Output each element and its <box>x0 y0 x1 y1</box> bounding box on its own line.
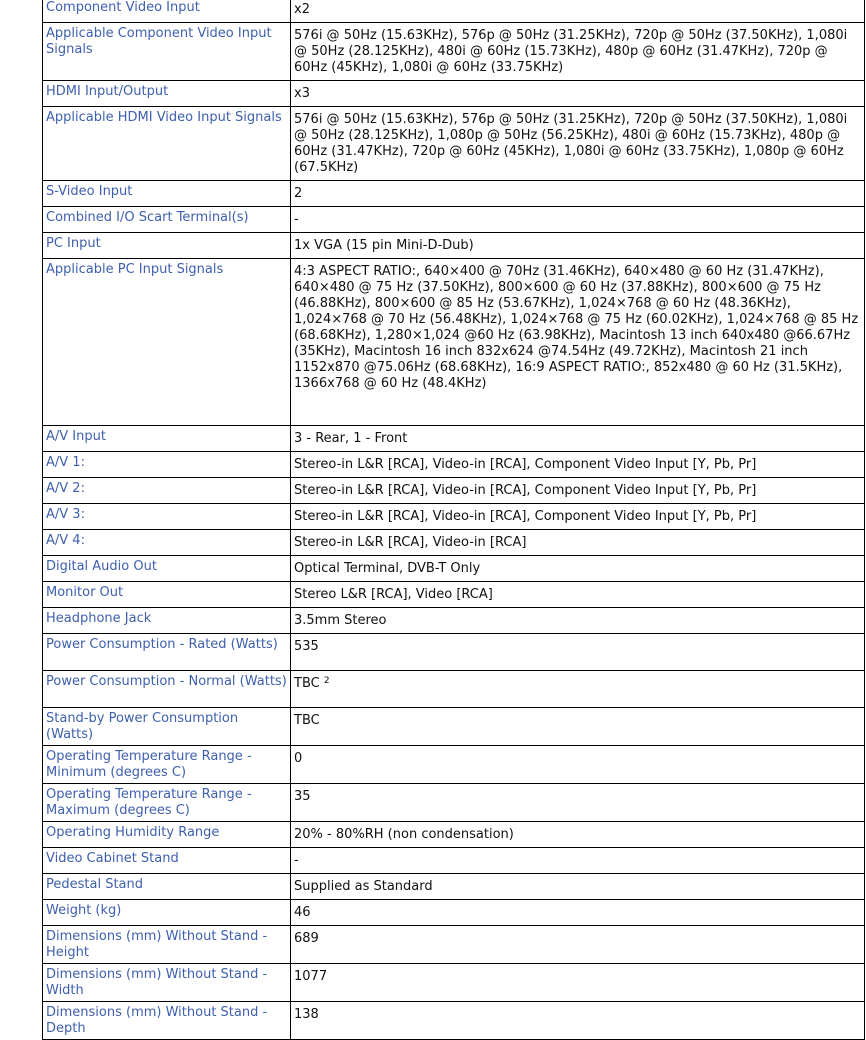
table-row <box>43 23 865 81</box>
spec-value-text: 535 <box>294 639 319 654</box>
spec-label: S-Video Input <box>43 181 291 207</box>
spec-label: Digital Audio Out <box>43 556 291 582</box>
footnote-marker: 2 <box>323 676 330 686</box>
spec-value-text: Stereo-in L&R [RCA], Video-in [RCA], Component Video Input [Y, Pb, Pr] <box>294 509 757 524</box>
table-row <box>43 478 865 504</box>
table-row <box>43 107 865 181</box>
spec-value <box>291 582 865 608</box>
spec-label: Dimensions (mm) Without Stand - Width <box>43 964 291 1002</box>
spec-label: Component Video Input <box>43 0 291 23</box>
table-row <box>43 0 865 23</box>
spec-value <box>291 874 865 900</box>
table-row <box>43 1002 865 1040</box>
table-row <box>43 207 865 233</box>
table-row <box>43 926 865 964</box>
spec-value-text: Optical Terminal, DVB-T Only <box>294 561 481 576</box>
spec-value <box>291 181 865 207</box>
table-row <box>43 634 865 671</box>
spec-value <box>291 478 865 504</box>
spec-label: PC Input <box>43 233 291 259</box>
table-row <box>43 530 865 556</box>
spec-value <box>291 0 865 23</box>
spec-label: A/V Input <box>43 426 291 452</box>
spec-value <box>291 530 865 556</box>
table-row <box>43 708 865 746</box>
spec-label: Stand-by Power Consumption (Watts) <box>43 708 291 746</box>
spec-value <box>291 746 865 784</box>
spec-label: Combined I/O Scart Terminal(s) <box>43 207 291 233</box>
table-row <box>43 259 865 426</box>
spec-value-main: TBC <box>294 676 320 691</box>
spec-value-text: 2 <box>294 186 303 201</box>
table-row <box>43 964 865 1002</box>
spec-label: A/V 4: <box>43 530 291 556</box>
table-row <box>43 504 865 530</box>
table-row <box>43 181 865 207</box>
spec-label: A/V 1: <box>43 452 291 478</box>
table-row <box>43 900 865 926</box>
spec-value-text <box>294 674 861 692</box>
spec-label: A/V 3: <box>43 504 291 530</box>
spec-label: Applicable PC Input Signals <box>43 259 291 426</box>
spec-value <box>291 556 865 582</box>
spec-value-text: Supplied as Standard <box>294 879 433 894</box>
spec-label: Headphone Jack <box>43 608 291 634</box>
spec-value-text: - <box>294 853 299 868</box>
spec-value <box>291 671 865 708</box>
spec-value-text: Stereo-in L&R [RCA], Video-in [RCA] <box>294 535 527 550</box>
spec-value-text: 1077 <box>294 969 328 984</box>
table-row <box>43 671 865 708</box>
spec-label: Applicable HDMI Video Input Signals <box>43 107 291 181</box>
spec-value <box>291 822 865 848</box>
spec-value-text: - <box>294 212 299 227</box>
spec-value <box>291 848 865 874</box>
table-row <box>43 81 865 107</box>
spec-label: Dimensions (mm) Without Stand - Depth <box>43 1002 291 1040</box>
spec-value <box>291 708 865 746</box>
table-row <box>43 426 865 452</box>
spec-value-text: 35 <box>294 789 311 804</box>
spec-value-text: 3 - Rear, 1 - Front <box>294 431 408 446</box>
spec-label: Power Consumption - Normal (Watts) <box>43 671 291 708</box>
table-row <box>43 582 865 608</box>
spec-value-text: x2 <box>294 2 310 17</box>
spec-label: Video Cabinet Stand <box>43 848 291 874</box>
spec-value <box>291 784 865 822</box>
spec-label: Pedestal Stand <box>43 874 291 900</box>
table-row <box>43 822 865 848</box>
spec-label: Applicable Component Video Input Signals <box>43 23 291 81</box>
spec-value-text: 0 <box>294 751 303 766</box>
spec-label: A/V 2: <box>43 478 291 504</box>
spec-label: Power Consumption - Rated (Watts) <box>43 634 291 671</box>
spec-value-text: TBC <box>294 713 320 728</box>
spec-label: Operating Temperature Range - Maximum (degrees C) <box>43 784 291 822</box>
spec-value-text: Stereo-in L&R [RCA], Video-in [RCA], Component Video Input [Y, Pb, Pr] <box>294 457 757 472</box>
spec-value <box>291 426 865 452</box>
spec-label: Weight (kg) <box>43 900 291 926</box>
spec-value-text: Stereo-in L&R [RCA], Video-in [RCA], Component Video Input [Y, Pb, Pr] <box>294 483 757 498</box>
table-row <box>43 233 865 259</box>
spec-value-text: Stereo L&R [RCA], Video [RCA] <box>294 587 493 602</box>
spec-value <box>291 608 865 634</box>
spec-value <box>291 900 865 926</box>
spec-label: Operating Temperature Range - Minimum (degrees C) <box>43 746 291 784</box>
spec-value <box>291 452 865 478</box>
spec-value <box>291 207 865 233</box>
spec-value <box>291 107 865 181</box>
spec-value-text: 689 <box>294 931 319 946</box>
spec-value-text: 576i @ 50Hz (15.63KHz), 576p @ 50Hz (31.25KHz), 720p @ 50Hz (37.50KHz), 1,080i @ 50Hz (28.125KHz), 480i @ 60Hz (15.73KHz), 480p @ 60Hz (31.47KHz), 720p @ 60Hz (45KHz), 1,080i @ 60Hz (33.75KHz) <box>294 28 848 75</box>
table-row <box>43 608 865 634</box>
spec-value-text: 4:3 ASPECT RATIO:, 640×400 @ 70Hz (31.46KHz), 640×480 @ 60 Hz (31.47KHz), 640×480 @ 75 Hz (37.50KHz), 800×600 @ 60 Hz (37.88KHz), 800×600 @ 75 Hz (46.88KHz), 800×600 @ 85 Hz (53.67KHz), 1,024×768 @ 60 Hz (48.36KHz), 1,024×768 @ 70 Hz (56.48KHz), 1,024×768 @ 75 Hz (60.02KHz), 1,024×768 @ 85 Hz (68.68KHz), 1,280×1,024 @60 Hz (63.98KHz), Macintosh 13 inch 640x480 @66.67Hz (35KHz), Macintosh 16 inch 832x624 @74.54Hz (49.72KHz), Macintosh 21 inch 1152x870 @75.06Hz (68.68KHz), 16:9 ASPECT RATIO:, 852x480 @ 60 Hz (31.5KHz), 1366x768 @ 60 Hz (48.4KHz) <box>294 264 859 391</box>
table-row <box>43 848 865 874</box>
spec-value-text: 20% - 80%RH (non condensation) <box>294 827 514 842</box>
spec-value-text: x3 <box>294 86 310 101</box>
spec-value-text: 1x VGA (15 pin Mini-D-Dub) <box>294 238 474 253</box>
table-row <box>43 556 865 582</box>
table-row <box>43 452 865 478</box>
spec-value-text: 46 <box>294 905 311 920</box>
spec-value <box>291 926 865 964</box>
spec-label: Monitor Out <box>43 582 291 608</box>
spec-value-text: 3.5mm Stereo <box>294 613 387 628</box>
spec-value <box>291 504 865 530</box>
spec-value <box>291 259 865 426</box>
table-row <box>43 784 865 822</box>
spec-label: HDMI Input/Output <box>43 81 291 107</box>
spec-label: Dimensions (mm) Without Stand - Height <box>43 926 291 964</box>
table-row <box>43 746 865 784</box>
spec-value <box>291 1002 865 1040</box>
spec-value <box>291 23 865 81</box>
spec-value-text: 576i @ 50Hz (15.63KHz), 576p @ 50Hz (31.25KHz), 720p @ 50Hz (37.50KHz), 1,080i @ 50Hz (28.125KHz), 1,080p @ 50Hz (56.25KHz), 480i @ 60Hz (15.73KHz), 480p @ 60Hz (31.47KHz), 720p @ 60Hz (45KHz), 1,080i @ 60Hz (33.75KHz), 1,080p @ 60Hz (67.5KHz) <box>294 112 848 175</box>
spec-value <box>291 233 865 259</box>
spec-label: Operating Humidity Range <box>43 822 291 848</box>
table-row <box>43 874 865 900</box>
spec-value <box>291 634 865 671</box>
spec-value-text: 138 <box>294 1007 319 1022</box>
specifications-table <box>42 0 865 1040</box>
spec-value <box>291 81 865 107</box>
spec-value <box>291 964 865 1002</box>
